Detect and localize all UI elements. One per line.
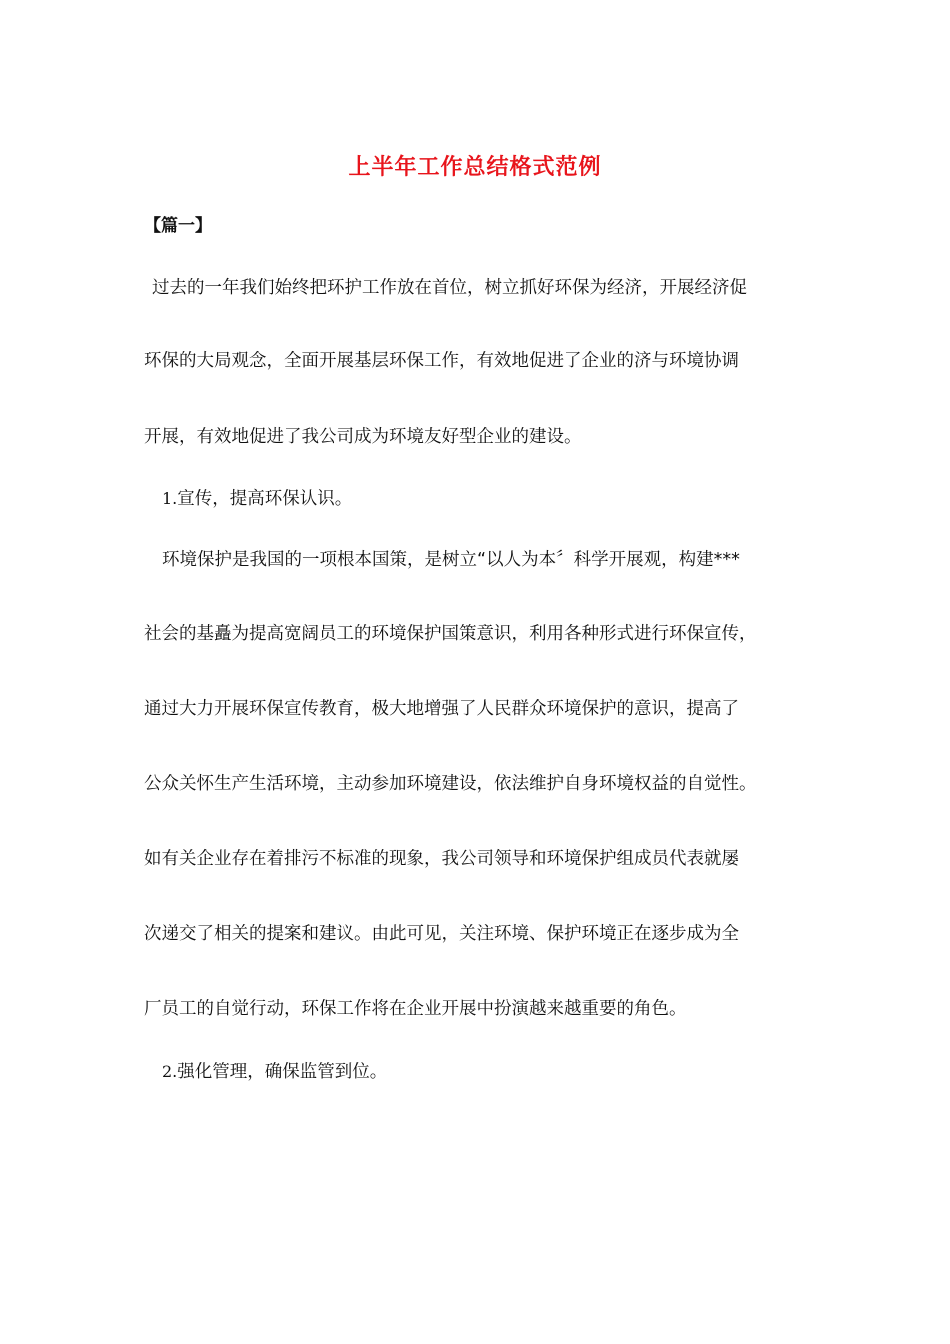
list-item-1-number: 1. (162, 489, 178, 508)
paragraph-line-1: 过去的一年我们始终把环护工作放在首位，树立抓好环保为经济，开展经济促 (152, 278, 747, 298)
list-item-1 (162, 487, 352, 511)
section-label: 【篇一】 (144, 216, 212, 236)
paragraph-line-2: 环保的大局观念，全面开展基层环保工作，有效地促进了企业的济与环境协调 (144, 351, 739, 371)
list-item-2 (162, 1060, 387, 1084)
paragraph-line-9: 次递交了相关的提案和建议。由此可见，关注环境、保护环境正在逐步成为全 (144, 924, 739, 944)
list-item-2-text: 强化管理，确保监管到位。 (177, 1062, 388, 1082)
paragraph-line-8: 如有关企业存在着排污不标准的现象，我公司领导和环境保护组成员代表就屡 (144, 849, 739, 869)
document-title: 上半年工作总结格式范例 (348, 154, 602, 180)
paragraph-line-5: 社会的基矗为提高宽阔员工的环境保护国策意识，利用各种形式进行环保宣传， (144, 624, 757, 644)
paragraph-line-4: 环境保护是我国的一项根本国策，是树立“以人为本〞科学开展观，构建*** (162, 550, 740, 570)
paragraph-line-6: 通过大力开展环保宣传教育，极大地增强了人民群众环境保护的意识，提高了 (144, 699, 739, 719)
paragraph-line-10: 厂员工的自觉行动，环保工作将在企业开展中扮演越来越重要的角色。 (144, 999, 687, 1019)
list-item-2-number: 2. (162, 1062, 178, 1081)
list-item-1-text: 宣传，提高环保认识。 (177, 489, 353, 509)
paragraph-line-3: 开展，有效地促进了我公司成为环境友好型企业的建设。 (144, 427, 582, 447)
paragraph-line-7: 公众关怀生产生活环境，主动参加环境建设，依法维护自身环境权益的自觉性。 (144, 774, 757, 794)
